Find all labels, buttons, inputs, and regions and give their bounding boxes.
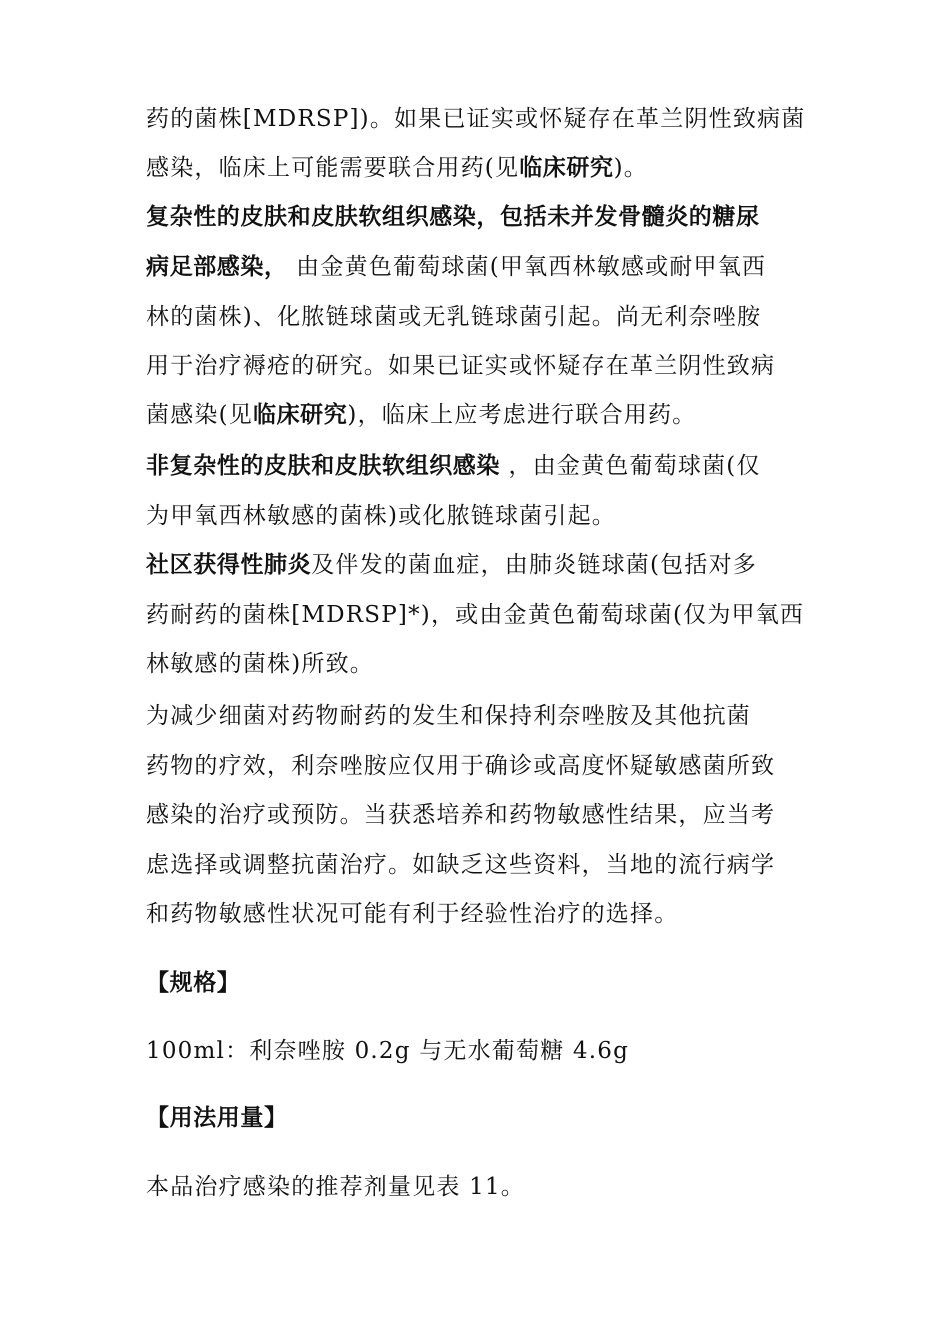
indication-heading: 病足部感染，: [146, 254, 288, 280]
text-line: [146, 649, 374, 679]
text-span: 虑选择或调整抗菌治疗。如缺乏这些资料，当地的流行病学: [146, 852, 776, 878]
section-heading-spec: [146, 968, 240, 998]
text-line: [146, 104, 805, 134]
text-span: 菌感染(见: [146, 402, 253, 428]
text-line: [146, 701, 751, 731]
text-span: 100ml：利奈唑胺 0.2g 与无水葡萄糖 4.6g: [146, 1038, 629, 1064]
text-span: 为甲氧西林敏感的菌株)或化脓链球菌引起。: [146, 503, 616, 529]
text-span: 感染的治疗或预防。当获悉培养和药物敏感性结果，应当考: [146, 802, 776, 828]
reference-link: 临床研究: [252, 402, 348, 428]
text-span: 感染，临床上可能需要联合用药(见: [146, 155, 520, 181]
text-span: 林敏感的菌株)所致。: [146, 651, 374, 677]
text-span: 林的菌株)、化脓链球菌或无乳链球菌引起。尚无利奈唑胺: [146, 304, 762, 330]
text-line: [146, 800, 775, 830]
text-span: 及伴发的菌血症，由肺炎链球菌(包括对多: [311, 552, 757, 578]
text-line: [146, 153, 648, 183]
text-span: )，临床上应考虑进行联合用药。: [347, 402, 697, 428]
text-span: 用于治疗褥疮的研究。如果已证实或怀疑存在革兰阴性致病: [146, 353, 776, 379]
text-span: ，由金黄色葡萄球菌(仅: [500, 453, 761, 479]
text-span: 药物的疗效，利奈唑胺应仅用于确诊或高度怀疑敏感菌所致: [146, 753, 776, 779]
indication-heading: 社区获得性肺炎: [146, 552, 312, 578]
text-line: [146, 550, 757, 580]
section-heading-text: 【用法用量】: [146, 1105, 288, 1131]
text-line: [146, 501, 616, 531]
text-span: 由金黄色葡萄球菌(甲氧西林敏感或耐甲氧西: [287, 254, 767, 280]
text-line: [146, 202, 760, 232]
text-span: 药耐药的菌株[MDRSP]*)，或由金黄色葡萄球菌(仅为甲氧西: [146, 602, 805, 628]
text-line: [146, 899, 678, 929]
text-line: [146, 302, 761, 332]
text-span: )。: [613, 155, 648, 181]
text-line: [146, 751, 775, 781]
text-line: [146, 600, 804, 630]
text-span: 药的菌株[MDRSP])。如果已证实或怀疑存在革兰阴性致病菌: [146, 106, 806, 132]
text-span: 和药物敏感性状况可能有利于经验性治疗的选择。: [146, 901, 679, 927]
indication-heading: 复杂性的皮肤和皮肤软组织感染，包括未并发骨髓炎的糖尿: [146, 204, 760, 230]
text-line: [146, 1172, 525, 1202]
text-line: [146, 252, 766, 282]
text-span: 为减少细菌对药物耐药的发生和保持利奈唑胺及其他抗菌: [146, 703, 751, 729]
section-heading-text: 【规格】: [146, 970, 241, 996]
text-line: [146, 351, 775, 381]
section-heading-dosage: [146, 1103, 288, 1133]
reference-link: 临床研究: [519, 155, 614, 181]
indication-heading: 非复杂性的皮肤和皮肤软组织感染: [146, 453, 500, 479]
text-line: [146, 451, 761, 481]
text-line: [146, 850, 775, 880]
text-line: [146, 1036, 629, 1066]
text-line: [146, 400, 696, 430]
text-span: 本品治疗感染的推荐剂量见表 11。: [146, 1174, 525, 1200]
